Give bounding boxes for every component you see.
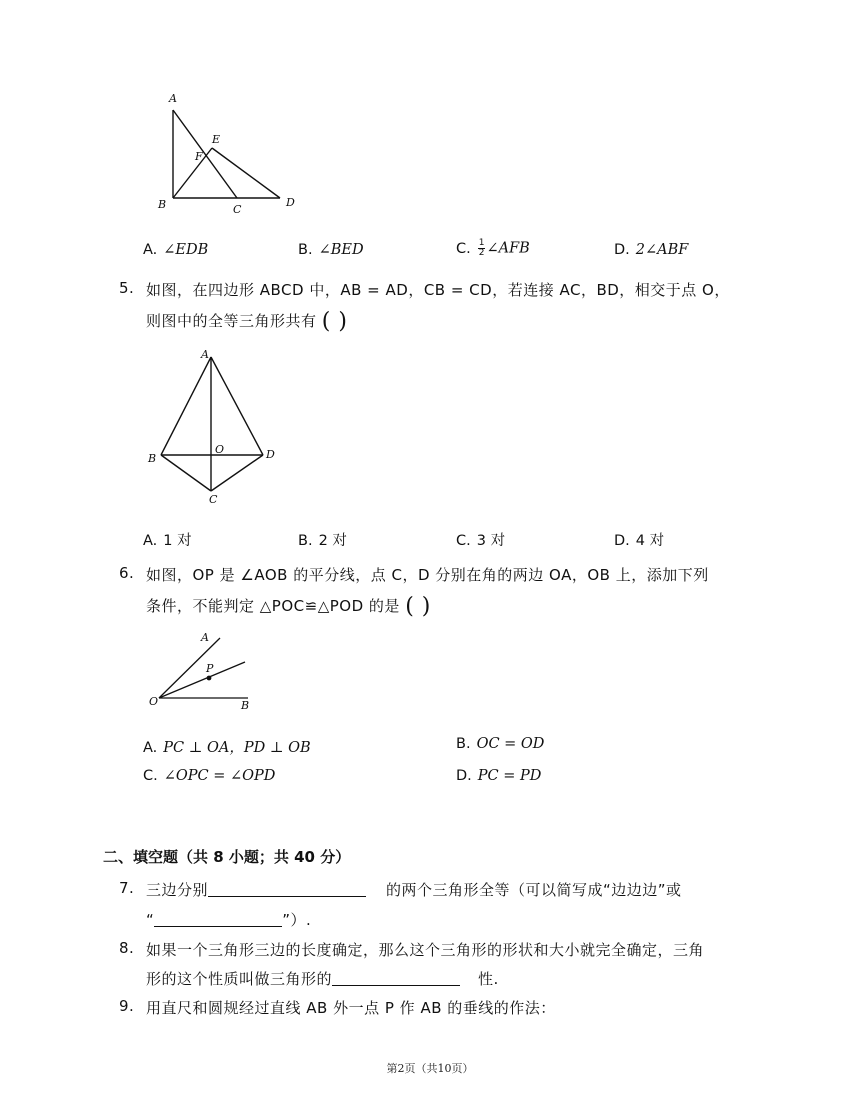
q6-stem-line1: 如图，OP 是 ∠AOB 的平分线，点 C，D 分别在角的两边 OA，OB 上，添加下列	[146, 566, 709, 584]
page-footer: 第2页（共10页）	[386, 1062, 474, 1075]
q6-option-d: D. PC = PD	[456, 768, 542, 784]
q8-number: 8.	[119, 939, 135, 957]
q7-line1: 三边分别 的两个三角形全等（可以简写成“边边边”或	[146, 881, 682, 899]
q6-label-b: B	[241, 699, 250, 712]
q4-option-b: B. ∠BED	[298, 242, 364, 258]
q4-option-a: A. ∠EDB	[143, 242, 209, 258]
q6-figure	[145, 628, 260, 713]
q5-option-b: B. 2 对	[298, 533, 347, 549]
q6-number: 6.	[119, 564, 135, 582]
q5-option-a: A. 1 对	[143, 533, 192, 549]
q5-label-a: A	[201, 348, 209, 361]
q6-option-a: A. PC ⊥ OA，PD ⊥ OB	[143, 740, 311, 756]
q9-number: 9.	[119, 997, 135, 1015]
q5-stem-line2: 则图中的全等三角形共有 ( )	[146, 309, 348, 334]
q6-option-b: B. OC = OD	[456, 736, 545, 752]
q5-number: 5.	[119, 279, 135, 297]
q7-blank-1[interactable]	[208, 882, 366, 897]
q5-stem-line1: 如图，在四边形 ABCD 中，AB = AD，CB = CD，若连接 AC，BD，相交于点 O，	[146, 281, 730, 299]
one-half-fraction: $\frac{1}{2}$	[478, 238, 485, 258]
q6-label-p: P	[206, 662, 214, 675]
q5-label-c: C	[209, 493, 218, 506]
point-p-dot	[207, 676, 212, 681]
q5-label-b: B	[148, 452, 157, 465]
q5-figure	[145, 345, 285, 510]
q4-label-e: E	[212, 133, 221, 146]
q8-line1: 如果一个三角形三边的长度确定，那么这个三角形的形状和大小就完全确定，三角	[146, 941, 705, 959]
q6-label-o: O	[149, 695, 159, 708]
section-heading: 二、填空题（共 8 小题；共 40 分）	[103, 848, 351, 866]
q8-line2: 形的这个性质叫做三角形的 性.	[146, 970, 499, 988]
answer-paren: ( )	[405, 594, 431, 619]
q4-option-c: C. $\frac{1}{2}$ ∠AFB	[456, 238, 530, 258]
q4-figure	[150, 88, 310, 218]
q4-label-f: F	[195, 150, 203, 163]
q4-label-d: D	[286, 196, 295, 209]
q7-blank-2[interactable]	[154, 912, 282, 927]
q5-label-d: D	[266, 448, 275, 461]
q4-label-b: B	[158, 198, 167, 211]
q4-option-d: D. 2∠ABF	[614, 242, 689, 258]
q5-option-c: C. 3 对	[456, 533, 506, 549]
q7-number: 7.	[119, 879, 135, 897]
q9-line1: 用直尺和圆规经过直线 AB 外一点 P 作 AB 的垂线的作法：	[146, 999, 556, 1017]
q8-blank[interactable]	[332, 971, 460, 986]
q4-label-c: C	[233, 203, 242, 216]
answer-paren: ( )	[321, 309, 348, 334]
q6-label-a: A	[201, 631, 209, 644]
q4-label-a: A	[169, 92, 177, 105]
q5-option-d: D. 4 对	[614, 533, 665, 549]
q6-stem-line2: 条件，不能判定 △POC≌△POD 的是 ( )	[146, 594, 431, 619]
q7-line2: “ ”）.	[146, 911, 312, 929]
q6-option-c: C. ∠OPC = ∠OPD	[143, 768, 276, 784]
q5-label-o: O	[215, 443, 225, 456]
